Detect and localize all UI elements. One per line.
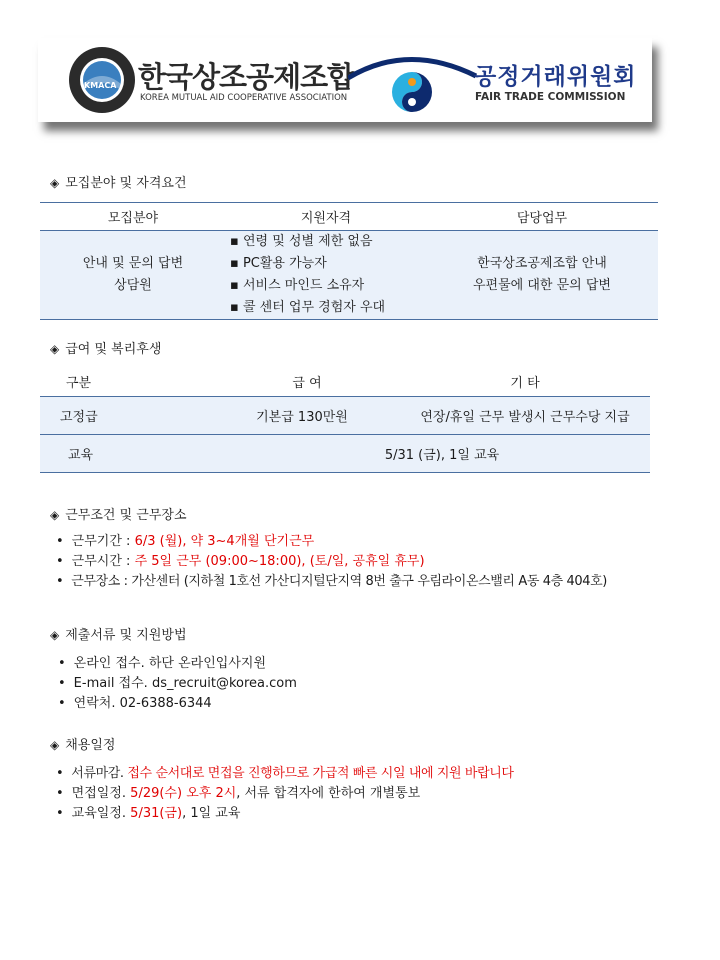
header-duty: 담당업무: [426, 203, 658, 231]
fixed-pay-value: 기본급 130만원: [124, 396, 400, 434]
diamond-bullet-icon: ◈: [50, 508, 60, 522]
email-apply[interactable]: • E-mail 접수. ds_recruit@korea.com: [58, 674, 297, 694]
application-list: [58, 654, 297, 714]
header-banner: [38, 38, 652, 122]
salary-table: [40, 368, 650, 473]
section2-title: ◈ 급여 및 복리후생: [50, 342, 162, 357]
fixed-pay-other: 연장/휴일 근무 발생시 근무수당 지급: [400, 396, 650, 434]
work-conditions-list: [56, 532, 607, 592]
schedule-list: [56, 764, 514, 824]
diamond-bullet-icon: ◈: [50, 628, 60, 642]
diamond-bullet-icon: ◈: [50, 738, 60, 752]
interview-schedule: • 면접일정. 5/29(수) 오후 2시, 서류 합격자에 한하여 개별통보: [56, 784, 514, 804]
kmaca-name-ko: 한국상조공제조합: [138, 60, 355, 94]
training-schedule: • 교육일정. 5/31(금), 1일 교육: [56, 804, 514, 824]
training-value: 5/31 (금), 1일 교육: [124, 434, 650, 472]
ftc-name-ko: 공정거래위원회: [474, 64, 637, 90]
work-place: • 근무장소 : 가산센터 (지하철 1호선 가산디지털단지역 8번 출구 우림라이온스밸리 A동 4층 404호): [56, 572, 607, 592]
header-field: 모집분야: [40, 203, 226, 231]
recruit-table: [40, 202, 658, 320]
section5-title: ◈ 채용일정: [50, 738, 116, 753]
training-label: 교육: [40, 434, 124, 472]
ftc-name-en: FAIR TRADE COMMISSION: [475, 91, 626, 103]
header-qualification: 지원자격: [226, 203, 426, 231]
work-period: • 근무기간 : 6/3 (월), 약 3~4개월 단기근무: [56, 532, 607, 552]
header-category: 구분: [40, 368, 124, 396]
header-other: 기 타: [400, 368, 650, 396]
kmaca-seal-logo: [68, 46, 136, 114]
diamond-bullet-icon: ◈: [50, 176, 60, 190]
section4-title: ◈ 제출서류 및 지원방법: [50, 628, 187, 643]
section3-title: ◈ 근무조건 및 근무장소: [50, 508, 187, 523]
contact-phone: • 연락처. 02-6388-6344: [58, 694, 297, 714]
section1-title: ◈ 모집분야 및 자격요건: [50, 176, 187, 191]
qualification-cell: ▪ 연령 및 성별 제한 없음 ▪ PC활용 가능자 ▪ 서비스 마인드 소유자 ▪ 콜 센터 업무 경험자 우대: [226, 231, 426, 320]
work-hours: • 근무시간 : 주 5일 근무 (09:00~18:00), (토/일, 공휴일 휴무): [56, 552, 607, 572]
fixed-pay-label: 고정급: [40, 396, 124, 434]
kmaca-name-en: KOREA MUTUAL AID COOPERATIVE ASSOCIATION: [140, 93, 348, 103]
online-apply[interactable]: • 온라인 접수. 하단 온라인입사지원: [58, 654, 297, 674]
kmaca-seal-text: KMACA: [84, 81, 117, 90]
header-salary: 급 여: [124, 368, 400, 396]
doc-deadline: • 서류마감. 접수 순서대로 면접을 진행하므로 가급적 빠른 시일 내에 지원 바랍니다: [56, 764, 514, 784]
field-cell: 안내 및 문의 답변 상담원: [40, 231, 226, 320]
duty-cell: 한국상조공제조합 안내 우편물에 대한 문의 답변: [426, 231, 658, 320]
diamond-bullet-icon: ◈: [50, 342, 60, 356]
